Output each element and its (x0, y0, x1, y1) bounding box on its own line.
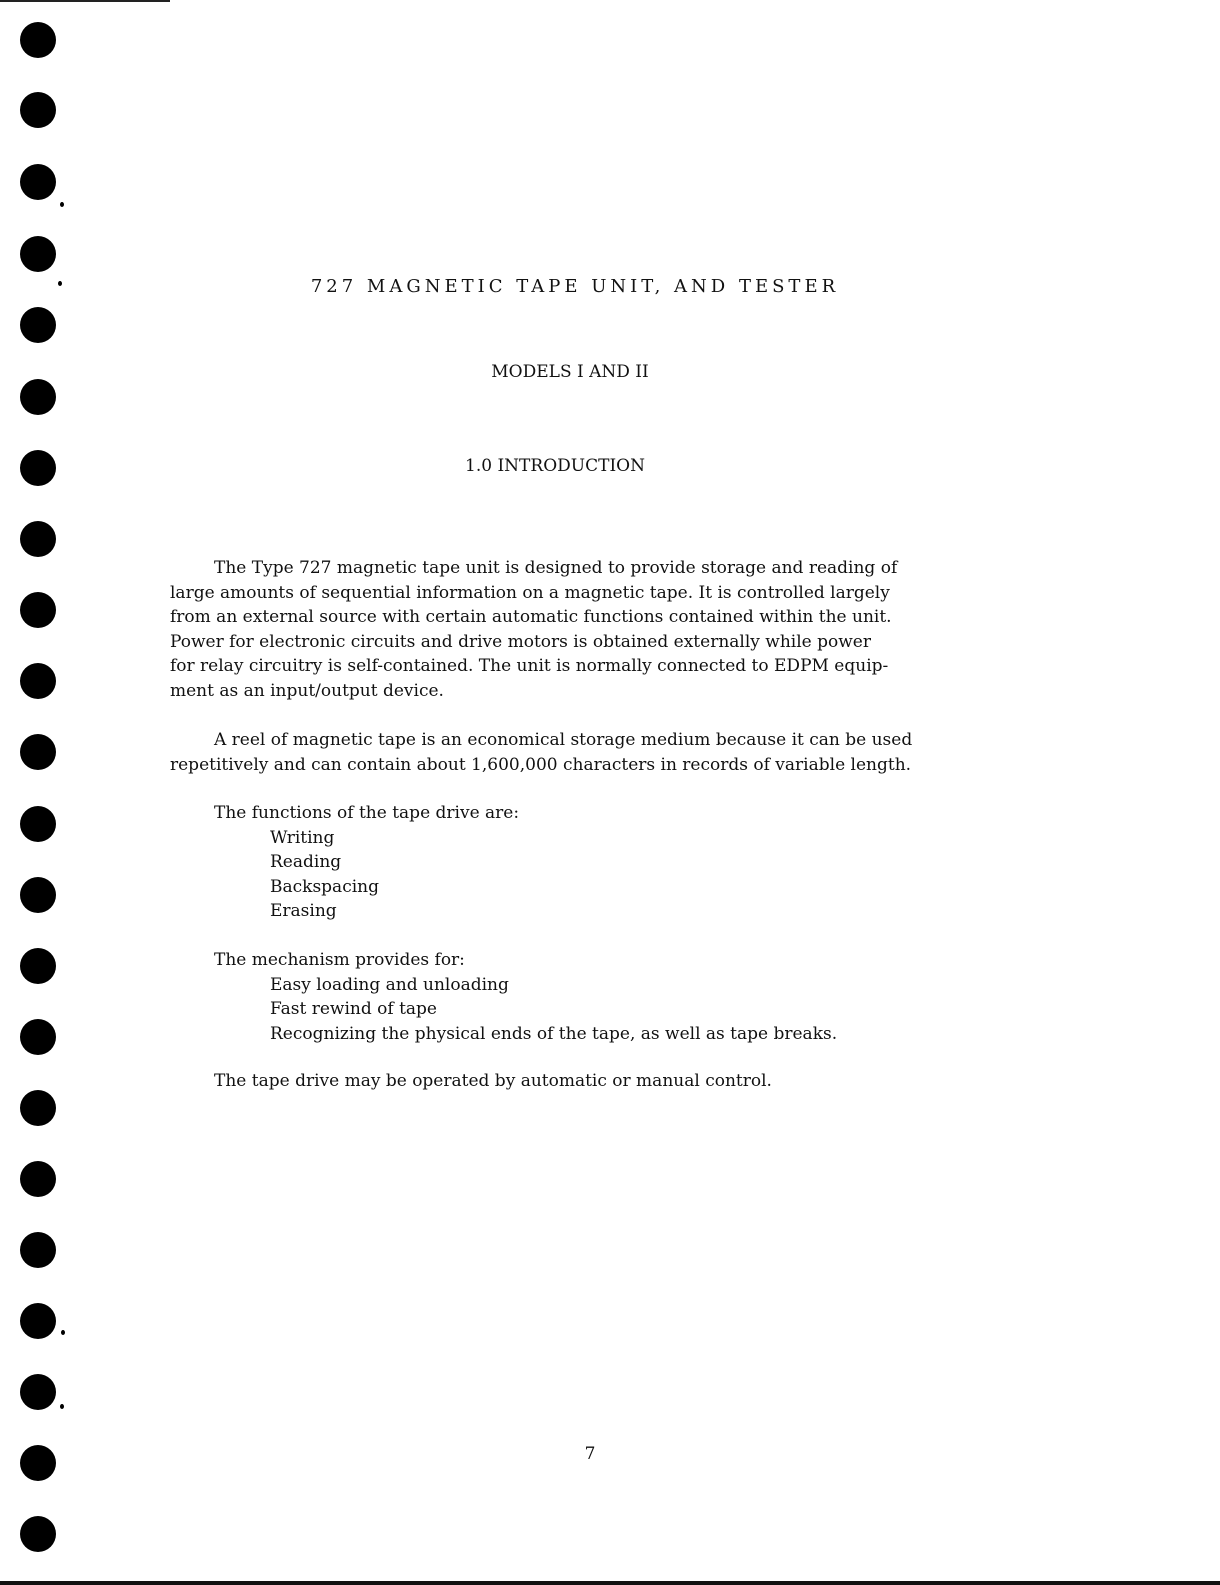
binder-hole (20, 1232, 56, 1268)
binder-hole (20, 1019, 56, 1055)
mechanism-list (214, 973, 837, 1047)
paragraph-line: large amounts of sequential information on a magnetic tape. It is controlled largely (170, 582, 890, 603)
binder-hole (20, 1374, 56, 1410)
mechanism-section (214, 948, 837, 1046)
binder-hole (20, 877, 56, 913)
closing-sentence: The tape drive may be operated by automatic or manual control. (214, 1071, 772, 1091)
binder-hole (20, 22, 56, 58)
ink-speck (61, 1330, 65, 1335)
mechanism-intro: The mechanism provides for: (214, 950, 465, 970)
section-heading: 1.0 INTRODUCTION (465, 456, 645, 476)
list-item: Recognizing the physical ends of the tape, as well as tape breaks. (270, 1023, 838, 1044)
ink-speck (60, 202, 64, 207)
binder-hole (20, 1090, 56, 1126)
binder-hole (20, 236, 56, 272)
binder-hole (20, 806, 56, 842)
paragraph-line: from an external source with certain automatic functions contained within the unit. (170, 607, 892, 627)
document-title: 727 MAGNETIC TAPE UNIT, AND TESTER (310, 276, 840, 297)
list-item: Erasing (270, 901, 337, 921)
introduction-paragraph (170, 556, 1000, 703)
list-item: Writing (270, 827, 335, 848)
binder-hole (20, 592, 56, 628)
functions-list (214, 826, 519, 924)
list-item: Backspacing (270, 876, 379, 897)
list-item: Fast rewind of tape (270, 999, 437, 1019)
binder-hole (20, 450, 56, 486)
paragraph-line: Power for electronic circuits and drive motors is obtained externally while power (170, 631, 871, 652)
paragraph-line: for relay circuitry is self-contained. The unit is normally connected to EDPM equip- (170, 656, 889, 676)
list-item: Reading (270, 852, 342, 872)
paragraph-line: A reel of magnetic tape is an economical storage medium because it can be used (214, 730, 913, 750)
list-item: Easy loading and unloading (270, 974, 509, 995)
binder-hole (20, 1161, 56, 1197)
functions-intro: The functions of the tape drive are: (214, 803, 520, 823)
tape-reel-paragraph (170, 728, 1000, 777)
bottom-edge-rule (0, 1581, 1220, 1585)
paragraph-line: repetitively and can contain about 1,600,000 characters in records of variable length. (170, 754, 912, 775)
top-edge-rule (0, 0, 170, 2)
binder-hole (20, 92, 56, 128)
binder-hole (20, 164, 56, 200)
document-subtitle: MODELS I AND II (491, 362, 649, 382)
binder-hole (20, 1303, 56, 1339)
binder-hole (20, 521, 56, 557)
binder-hole (20, 948, 56, 984)
page-number: 7 (584, 1444, 596, 1464)
binder-hole (20, 1445, 56, 1481)
binder-hole (20, 379, 56, 415)
binder-hole (20, 663, 56, 699)
binder-hole (20, 734, 56, 770)
paragraph-line: ment as an input/output device. (170, 680, 444, 701)
paragraph-line: The Type 727 magnetic tape unit is designed to provide storage and reading of (214, 558, 898, 578)
binder-hole (20, 1516, 56, 1552)
functions-section (214, 801, 519, 924)
ink-speck (60, 1404, 64, 1409)
binder-hole (20, 307, 56, 343)
